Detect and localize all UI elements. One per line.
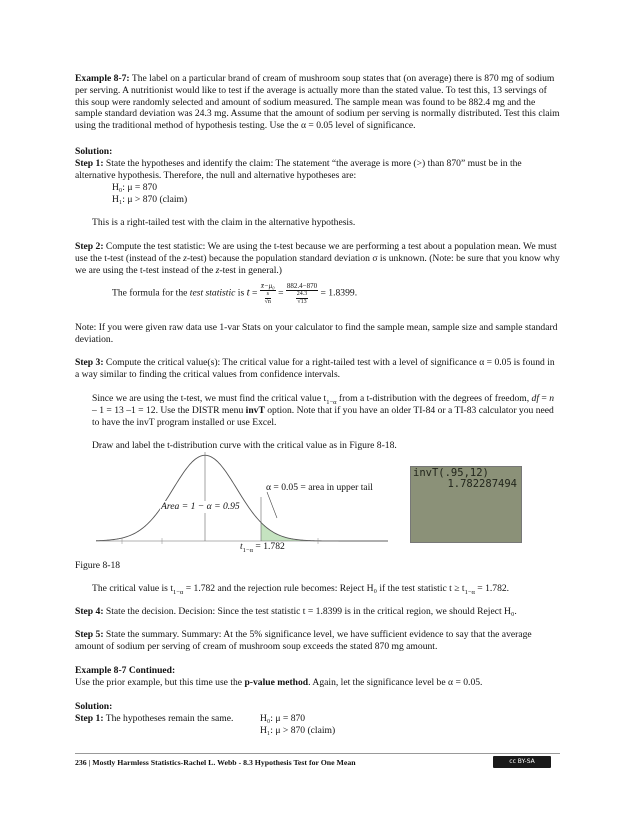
solution-heading: Solution: bbox=[75, 146, 113, 157]
example-title: Example 8-7: bbox=[75, 73, 130, 84]
cont-text-a: Use the prior example, but this time use the bbox=[75, 677, 245, 688]
cont-pvalue: p-value method bbox=[244, 677, 309, 688]
cont-text-b: . Again, let the significance level be α = 0.05. bbox=[308, 677, 483, 688]
formula-eq1: = bbox=[252, 287, 258, 299]
step2-z2: z bbox=[215, 264, 220, 276]
step1b-h0: H₀: μ = 870 bbox=[260, 713, 306, 724]
cc-license-badge: cc BY-SA bbox=[493, 756, 551, 768]
crit-a: The critical value is t bbox=[92, 583, 173, 594]
frac1-den-num: s bbox=[266, 291, 269, 297]
crit-sub: 1−α bbox=[242, 546, 253, 554]
step1-label: Step 1: bbox=[75, 158, 104, 169]
example-continued-text bbox=[75, 677, 560, 689]
step3-sub: 1−α bbox=[326, 398, 337, 406]
solution2-heading: Solution: bbox=[75, 701, 113, 712]
step1b-paragraph bbox=[75, 713, 560, 725]
footer-text: 236 | Mostly Harmless Statistics-Rachel L. Webb - 8.3 Hypothesis Test for One Mean bbox=[75, 758, 356, 767]
step5-paragraph bbox=[75, 629, 560, 653]
step3-para-c: = bbox=[539, 393, 550, 404]
crit-t: t bbox=[240, 541, 243, 552]
formula-is: is bbox=[235, 287, 247, 299]
step2-label: Step 2: bbox=[75, 241, 104, 252]
step3-para-b: from a t-distribution with the degrees of freedom, bbox=[336, 393, 532, 404]
step2-text-b: -test) because the population standard deviation σ is unknown. (Note: be sure that you know why we are using the t-test instead of the bbox=[75, 252, 560, 276]
step3-para-d: – 1 = 13 –1 = 12. Use the DISTR menu bbox=[92, 404, 246, 416]
critical-value-label bbox=[240, 541, 285, 553]
step1b-text: The hypotheses remain the same. bbox=[103, 713, 234, 724]
rejection-region-fill bbox=[261, 522, 388, 541]
t-distribution-figure bbox=[92, 452, 392, 552]
alpha-pointer bbox=[267, 492, 277, 518]
step1-note: This is a right-tailed test with the claim in the alternative hypothesis. bbox=[92, 217, 356, 228]
step2-paragraph bbox=[75, 241, 560, 276]
step1-h1: H₁: μ > 870 (claim) bbox=[112, 194, 188, 205]
footer-rule bbox=[75, 753, 560, 754]
calculator-screen bbox=[410, 466, 522, 543]
formula-fraction-symbolic bbox=[260, 282, 276, 305]
formula-eq2: = bbox=[278, 287, 284, 299]
step3-draw-instruction: Draw and label the t-distribution curve with the critical value as in Figure 8-18. bbox=[92, 440, 397, 451]
calculator-line-2: 1.782287494 bbox=[447, 478, 517, 490]
step3-df: df bbox=[531, 393, 540, 404]
frac1-den-den: √n bbox=[264, 298, 271, 305]
critical-value-statement bbox=[92, 583, 560, 595]
calculator-line-1: invT(.95,12) bbox=[413, 467, 489, 479]
frac2-numerator: 882.4−870 bbox=[286, 282, 318, 290]
crit-value: = 1.782 bbox=[253, 541, 285, 552]
step5-label: Step 5: bbox=[75, 629, 104, 640]
step3-n: n bbox=[549, 393, 555, 404]
formula-t: t bbox=[246, 286, 250, 299]
formula-prefix: The formula for the bbox=[112, 287, 190, 299]
step1-paragraph bbox=[75, 158, 560, 182]
figure-caption: Figure 8-18 bbox=[75, 560, 121, 571]
step3-paragraph bbox=[75, 357, 560, 381]
area-label: Area = 1 − α = 0.95 bbox=[161, 501, 240, 512]
step3-para-e: option. Note that if you have an older TI-84 or a TI-83 calculator you need to have the invT program installed or use Excel. bbox=[92, 404, 554, 428]
alpha-label: α = 0.05 = area in upper tail bbox=[266, 482, 373, 493]
step1b-label: Step 1: bbox=[75, 713, 104, 724]
formula-term: test statistic bbox=[189, 287, 236, 299]
formula-fraction-numeric bbox=[286, 282, 318, 305]
step1-text: State the hypotheses and identify the claim: The statement “the average is more (>) than 870” must be in the alternative hypothesis. Therefore, the null and alternative hypotheses are: bbox=[75, 158, 522, 181]
example-continued-title: Example 8-7 Continued: bbox=[75, 665, 176, 676]
t-distribution-curve bbox=[96, 455, 388, 541]
crit-c: = 1.782. bbox=[474, 583, 510, 594]
test-statistic-formula bbox=[112, 282, 357, 305]
step3-invt: invT bbox=[245, 404, 265, 416]
step3-label: Step 3: bbox=[75, 357, 104, 368]
step5-text: State the summary. Summary: At the 5% significance level, we have sufficient evidence to say that the average amount of sodium per serving of cream of mushroom soup exceeds the stated 870 mg amount. bbox=[75, 629, 532, 652]
example-paragraph bbox=[75, 73, 560, 132]
step4-label: Step 4: bbox=[75, 606, 104, 617]
step3-para-a: Since we are using the t-test, we must find the critical value t bbox=[92, 393, 327, 404]
frac1-numerator: x̄−μ₀ bbox=[260, 282, 275, 290]
crit-b: = 1.782 and the rejection rule becomes: Reject H₀ if the test statistic t ≥ t bbox=[183, 583, 465, 594]
raw-data-note: Note: If you were given raw data use 1-var Stats on your calculator to find the sample mean, sample size and sample standard deviation. bbox=[75, 322, 558, 345]
step4-paragraph bbox=[75, 606, 560, 618]
step1-h0: H₀: μ = 870 bbox=[112, 182, 158, 193]
step4-text: State the decision. Decision: Since the test statistic t = 1.8399 is in the critical region, we should Reject H₀. bbox=[103, 606, 517, 617]
step2-z1: z bbox=[183, 252, 187, 264]
crit-sub-2: 1−α bbox=[464, 588, 475, 596]
crit-sub-1: 1−α bbox=[172, 588, 184, 596]
frac2-den-den: √13 bbox=[297, 298, 307, 305]
step2-text-c: -test in general.) bbox=[219, 264, 283, 276]
frac2-den-num: 24.3 bbox=[296, 291, 308, 297]
formula-result: = 1.8399. bbox=[320, 287, 358, 299]
step2-text-a: Compute the test statistic: We are using the t-test because we are performing a test about a population mean. We must use the t-test (instead of the bbox=[75, 241, 557, 264]
step3-critical-paragraph bbox=[92, 393, 560, 428]
step1b-h1: H₁: μ > 870 (claim) bbox=[260, 725, 336, 736]
example-text: The label on a particular brand of cream of mushroom soup states that (on average) there is 870 mg of sodium per serving. A nutritionist would like to test if the average is actually more than the stated value. To test this, 13 servings of this soup were randomly selected and amount of sodium measured. The sample mean was found to be 882.4 mg and the sample standard deviation was 24.3 mg. Assume that the amount of sodium per serving is normally distributed. Test this claim using the traditional method of hypothesis testing. Use the α = 0.05 level of significance. bbox=[75, 73, 560, 132]
step3-text: Compute the critical value(s): The critical value for a right-tailed test with a level of significance α = 0.05 is found in a way similar to finding the critical values from confidence intervals. bbox=[75, 357, 555, 380]
